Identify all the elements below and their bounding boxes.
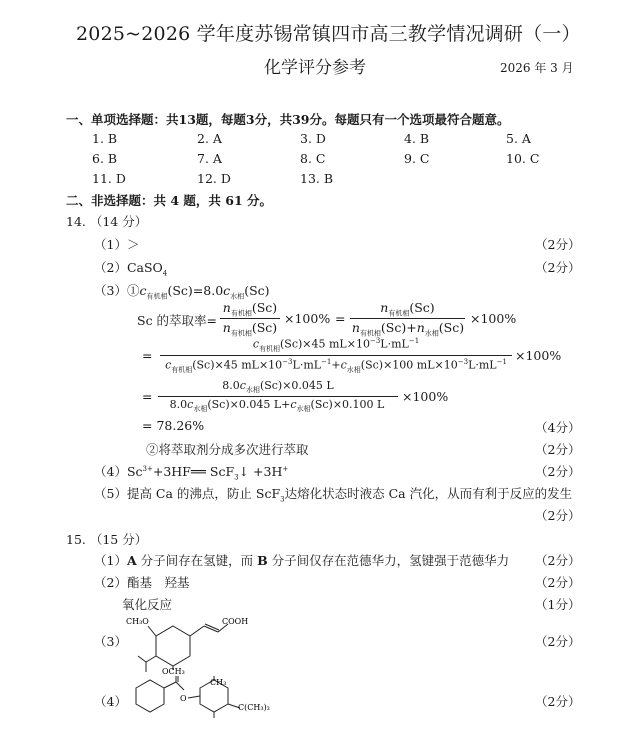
fraction-bar (158, 396, 398, 397)
unit: L·mL (380, 337, 409, 351)
phase-aq: 水相 (424, 329, 439, 338)
q15-part2 (94, 573, 189, 591)
var-c: c (239, 379, 246, 392)
q14-part4 (94, 462, 288, 482)
sc: (Sc) (207, 398, 230, 411)
var-c: c (252, 337, 259, 351)
subscript: 3 (234, 473, 239, 482)
text: ×0.045 L+ (229, 398, 291, 411)
phase-org: 有机相 (171, 365, 193, 374)
eq-mid: =8.0 (192, 283, 224, 298)
phase-aq: 水相 (245, 386, 260, 395)
var-c: c (223, 283, 231, 298)
q15-part4-structure (118, 676, 278, 738)
exponent: −1 (408, 337, 420, 345)
pct-4: ×100% (402, 389, 449, 404)
unit: L·mL (468, 358, 497, 372)
equals: = (335, 311, 346, 326)
text: Sc (126, 464, 143, 479)
q14-part3-relation (94, 281, 270, 302)
phase-aq: 水相 (296, 405, 311, 414)
plus: + (331, 358, 341, 372)
text: 分子间存在氢键，而 (136, 553, 258, 568)
q14-part2 (94, 258, 167, 278)
exponent: −1 (496, 358, 507, 366)
phase-aq: 水相 (193, 405, 208, 414)
q14-part1 (94, 235, 139, 253)
q14-part4-score: （2分） (535, 464, 581, 479)
text: 酯基 羟基 (126, 575, 190, 590)
text: A (126, 553, 137, 568)
q14-part1-score: （2分） (535, 237, 581, 252)
text: ×45 mL×10 (214, 358, 283, 372)
q14-part5 (94, 484, 572, 504)
answer-text: ＞ (126, 237, 140, 252)
q15-part2-score: （2分） (535, 575, 581, 590)
phase-org: 有机相 (230, 329, 252, 338)
phase-org: 有机相 (359, 329, 381, 338)
var-c: c (340, 358, 347, 372)
text: 分子间仅存在范德华力，氢键强于范德华力 (267, 553, 510, 568)
exponent: −3 (282, 358, 293, 366)
text: 达熔化状态时液态 Ca 汽化，从而有利于反应的发生 (284, 486, 573, 501)
superscript: + (282, 464, 289, 473)
q14-part3-score2: （2分） (535, 442, 581, 457)
q14-part2-score: （2分） (535, 260, 581, 275)
sc: (Sc) (438, 320, 465, 335)
sc: (Sc) (244, 283, 270, 298)
phase-org: 有机相 (259, 344, 280, 353)
answer-4: 4. B (404, 131, 430, 146)
q14-part3-method: ②将萃取剂分成多次进行萃取 (146, 442, 309, 457)
question-15-label: 15. （15 分） (66, 532, 148, 547)
sc: (Sc) (310, 398, 333, 411)
q15-part3-score: （2分） (535, 634, 581, 649)
result: = 78.26% (142, 418, 205, 433)
var-n: n (222, 300, 231, 315)
equals: = (142, 348, 153, 363)
phase-org: 有机相 (146, 292, 168, 301)
och3-label: OCH₃ (162, 667, 185, 674)
q15-part1 (94, 551, 509, 569)
q15-part3-structure (118, 612, 248, 674)
formula-subscript: 4 (162, 269, 168, 278)
var-n: n (351, 320, 360, 335)
fraction-bar (160, 355, 512, 356)
text: 8.0 (222, 379, 240, 392)
phase-aq: 水相 (346, 365, 361, 374)
eq3-denominator (152, 398, 402, 414)
text: B (257, 553, 268, 568)
sc: (Sc) (259, 379, 283, 392)
q15-part1-score: （2分） (535, 553, 581, 568)
fraction-bar (350, 318, 465, 319)
rate-frac1-num (220, 300, 280, 319)
var-c: c (165, 358, 172, 372)
var-c: c (290, 398, 297, 411)
formula: CaSO (126, 260, 163, 275)
subscript: 3 (280, 495, 285, 504)
sc: (Sc) (360, 358, 384, 372)
exponent: −1 (321, 358, 332, 366)
ch3o-label: CH₃O (126, 617, 149, 626)
document-date: 2026 年 3 月 (500, 61, 574, 75)
unit: L·mL (292, 358, 322, 372)
answer-2: 2. A (197, 131, 222, 146)
sc: (Sc) (380, 320, 407, 335)
answer-3: 3. D (300, 131, 326, 146)
sc: (Sc) (409, 300, 435, 315)
rate-label: Sc 的萃取率= (137, 313, 218, 328)
eq2-denominator (155, 358, 517, 375)
text: ×100 mL×10 (383, 358, 458, 372)
pct-3: ×100% (515, 348, 562, 363)
answer-13: 13. B (300, 171, 334, 186)
text: ×45 mL×10 (302, 337, 370, 351)
answer-9: 9. C (404, 151, 430, 166)
eq2-numerator (160, 337, 512, 354)
q15-part2b-score: （1分） (535, 597, 581, 612)
ester-oxygen-label: O (180, 694, 187, 703)
var-n: n (380, 300, 389, 315)
page-subtitle: 化学评分参考 (264, 58, 366, 78)
sc: (Sc) (251, 320, 278, 335)
var-c: c (187, 398, 194, 411)
text: 提高 Ca 的沸点，防止 ScF (126, 486, 281, 501)
sc: (Sc) (280, 337, 303, 351)
superscript: 3+ (142, 464, 153, 473)
exponent: −3 (369, 337, 381, 345)
answer-1: 1. B (92, 131, 118, 146)
answer-7: 7. A (197, 151, 222, 166)
sc: (Sc) (251, 300, 278, 315)
q15-part4-score: （2分） (535, 694, 581, 709)
equals: = (142, 389, 153, 404)
ch3-label: CH₃ (210, 678, 227, 687)
text: 8.0 (169, 398, 188, 411)
page-title: 2025~2026 学年度苏锡常镇四市高三教学情况调研（一） (76, 23, 581, 45)
text: ×0.045 L (282, 379, 334, 392)
question-14-label: 14. （14 分） (66, 214, 148, 229)
part-number: （2） (94, 260, 127, 275)
part-number: （3） (94, 283, 127, 298)
circled-1: ① (126, 283, 140, 298)
answer-5: 5. A (506, 131, 531, 146)
phase-org: 有机相 (388, 309, 410, 318)
fraction-bar (220, 318, 280, 319)
plus: + (406, 320, 417, 335)
q15-part2b: 氧化反应 (122, 597, 173, 612)
var-c: c (139, 283, 147, 298)
tbutyl-label: C(CH₃)₃ (238, 703, 270, 712)
answer-8: 8. C (300, 151, 326, 166)
exponent: −3 (457, 358, 469, 366)
q15-part4-number: （4） (94, 694, 127, 709)
var-n: n (416, 320, 425, 335)
section-2-heading: 二、非选择题：共 4 题，共 61 分。 (66, 193, 273, 208)
answer-11: 11. D (92, 171, 126, 186)
part-number: （4） (94, 464, 127, 479)
answer-6: 6. B (92, 151, 118, 166)
pct-2: ×100% (470, 311, 517, 326)
phase-org: 有机相 (230, 309, 252, 318)
q15-part3-number: （3） (94, 634, 127, 649)
part-number: （1） (94, 237, 127, 252)
part-number: （5） (94, 486, 127, 501)
rate-frac1-den (220, 320, 280, 339)
eq3-numerator (158, 379, 398, 395)
answer-12: 12. D (197, 171, 231, 186)
cooh-label: COOH (222, 617, 248, 626)
text: +3HF══ ScF (152, 464, 235, 479)
sc: (Sc) (192, 358, 215, 372)
text: ×0.100 L (332, 398, 385, 411)
answer-10: 10. C (506, 151, 540, 166)
sc: (Sc) (167, 283, 193, 298)
rate-frac2-num (350, 300, 465, 319)
part-number: （1） (94, 553, 127, 568)
q14-part3-score1: （4分） (535, 420, 581, 435)
section-1-heading: 一、单项选择题：共13题，每题3分，共39分。每题只有一个选项最符合题意。 (66, 112, 510, 127)
q14-part5-score: （2分） (535, 508, 581, 523)
part-number: （2） (94, 575, 127, 590)
phase-aq: 水相 (230, 292, 245, 301)
pct-1: ×100% (284, 311, 331, 326)
rate-frac2-den (346, 320, 470, 339)
text: ↓ +3H (238, 464, 283, 479)
var-n: n (222, 320, 231, 335)
